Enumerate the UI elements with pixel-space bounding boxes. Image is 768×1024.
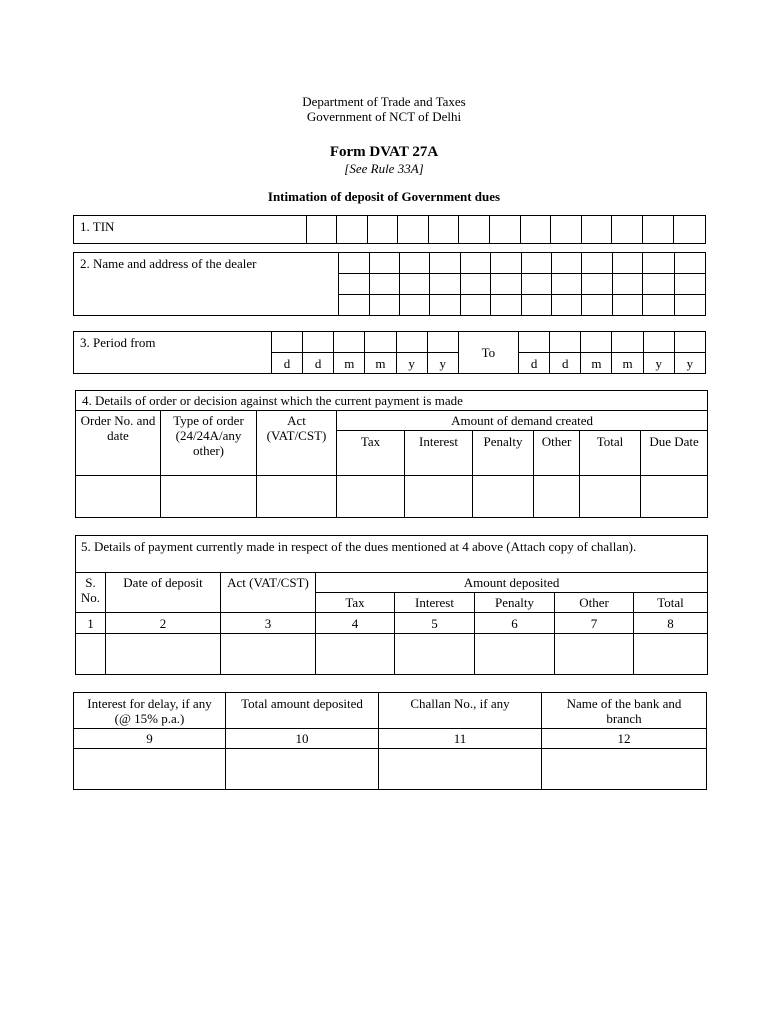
rule-reference: [See Rule 33A]: [344, 161, 424, 176]
date-format-letter: y: [396, 353, 427, 374]
dealer-char-cell[interactable]: [339, 274, 369, 295]
col-number: 6: [475, 613, 555, 634]
date-format-letter: y: [674, 353, 705, 374]
col-tax: Tax: [316, 593, 395, 613]
period-from-cell[interactable]: [334, 332, 365, 353]
date-format-letter: d: [271, 353, 302, 374]
entry-cell[interactable]: [161, 476, 257, 518]
tin-digit-cell[interactable]: [459, 216, 490, 244]
dealer-char-cell[interactable]: [369, 253, 399, 274]
entry-cell[interactable]: [379, 749, 542, 790]
dealer-char-cell[interactable]: [612, 295, 642, 316]
dealer-char-cell[interactable]: [521, 274, 551, 295]
col-challan-no: Challan No., if any: [379, 693, 542, 729]
period-to-cell[interactable]: [581, 332, 612, 353]
col-other: Other: [555, 593, 634, 613]
tin-digit-cell[interactable]: [581, 216, 612, 244]
dealer-char-cell[interactable]: [612, 253, 642, 274]
challan-table: [73, 692, 707, 790]
col-number: 9: [74, 729, 226, 749]
col-number: 8: [634, 613, 708, 634]
dealer-char-cell[interactable]: [460, 295, 490, 316]
dealer-name-table: [73, 252, 706, 316]
order-details-table: [75, 390, 708, 518]
dealer-char-cell[interactable]: [339, 295, 369, 316]
col-total-deposited: Total amount deposited: [226, 693, 379, 729]
dealer-char-cell[interactable]: [582, 253, 612, 274]
col-number: 7: [555, 613, 634, 634]
dealer-char-cell[interactable]: [399, 253, 429, 274]
dealer-name-label: 2. Name and address of the dealer: [74, 253, 339, 316]
dealer-char-cell[interactable]: [521, 295, 551, 316]
tin-digit-cell[interactable]: [489, 216, 520, 244]
col-number: 12: [542, 729, 707, 749]
dealer-char-cell[interactable]: [612, 274, 642, 295]
entry-cell[interactable]: [634, 634, 708, 675]
col-number: 3: [221, 613, 316, 634]
date-format-letter: m: [581, 353, 612, 374]
dealer-char-cell[interactable]: [491, 253, 521, 274]
tin-digit-cell[interactable]: [398, 216, 429, 244]
col-number: 2: [106, 613, 221, 634]
col-number: 10: [226, 729, 379, 749]
col-order-no: Order No. and date: [76, 411, 161, 476]
period-to-cell[interactable]: [550, 332, 581, 353]
col-tax: Tax: [337, 431, 405, 476]
period-to-cell[interactable]: [612, 332, 643, 353]
date-format-letter: m: [612, 353, 643, 374]
dealer-char-cell[interactable]: [460, 253, 490, 274]
entry-cell[interactable]: [475, 634, 555, 675]
col-amount-deposited: Amount deposited: [316, 573, 708, 593]
tin-digit-cell[interactable]: [551, 216, 582, 244]
dealer-char-cell[interactable]: [430, 253, 460, 274]
col-number: 5: [395, 613, 475, 634]
col-total: Total: [634, 593, 708, 613]
date-format-letter: d: [519, 353, 550, 374]
entry-cell[interactable]: [473, 476, 534, 518]
dealer-char-cell[interactable]: [582, 274, 612, 295]
dealer-char-cell[interactable]: [551, 274, 581, 295]
dealer-char-cell[interactable]: [521, 253, 551, 274]
form-subject: Intimation of deposit of Government dues: [267, 189, 501, 204]
section4-title: 4. Details of order or decision against which the current payment is made: [76, 391, 708, 411]
period-from-cell[interactable]: [396, 332, 427, 353]
dealer-char-cell[interactable]: [399, 295, 429, 316]
dealer-char-cell[interactable]: [491, 295, 521, 316]
period-from-cell[interactable]: [303, 332, 334, 353]
dealer-char-cell[interactable]: [643, 295, 674, 316]
col-interest: Interest: [405, 431, 473, 476]
dealer-char-cell[interactable]: [674, 274, 706, 295]
tin-digit-cell[interactable]: [306, 216, 337, 244]
entry-cell[interactable]: [106, 634, 221, 675]
entry-cell[interactable]: [534, 476, 580, 518]
form-title: Form DVAT 27A: [329, 144, 439, 160]
department-name: Department of Trade and Taxes: [302, 94, 466, 109]
period-table: [73, 331, 706, 374]
col-number: 11: [379, 729, 542, 749]
dealer-char-cell[interactable]: [674, 253, 706, 274]
col-bank-branch: Name of the bank and branch: [542, 693, 707, 729]
entry-cell[interactable]: [76, 634, 106, 675]
period-to-label: To: [458, 332, 518, 374]
dealer-char-cell[interactable]: [551, 295, 581, 316]
date-format-letter: y: [427, 353, 458, 374]
col-number: 4: [316, 613, 395, 634]
government-name: Government of NCT of Delhi: [306, 109, 462, 124]
period-from-cell[interactable]: [271, 332, 302, 353]
dealer-char-cell[interactable]: [430, 295, 460, 316]
entry-cell[interactable]: [542, 749, 707, 790]
dealer-char-cell[interactable]: [643, 274, 674, 295]
col-order-type: Type of order (24/24A/any other): [161, 411, 257, 476]
tin-digit-cell[interactable]: [674, 216, 706, 244]
entry-cell[interactable]: [257, 476, 337, 518]
col-total: Total: [580, 431, 641, 476]
dealer-char-cell[interactable]: [460, 274, 490, 295]
dealer-char-cell[interactable]: [399, 274, 429, 295]
period-to-cell[interactable]: [643, 332, 674, 353]
col-due-date: Due Date: [641, 431, 708, 476]
dealer-char-cell[interactable]: [551, 253, 581, 274]
entry-cell[interactable]: [395, 634, 475, 675]
date-format-letter: y: [643, 353, 674, 374]
date-format-letter: d: [550, 353, 581, 374]
entry-cell[interactable]: [74, 749, 226, 790]
period-from-label: 3. Period from: [74, 332, 272, 374]
dealer-char-cell[interactable]: [369, 274, 399, 295]
col-sno: S. No.: [76, 573, 106, 613]
date-format-letter: m: [365, 353, 396, 374]
tin-digit-cell[interactable]: [520, 216, 551, 244]
col-number: 1: [76, 613, 106, 634]
section5-title: 5. Details of payment currently made in respect of the dues mentioned at 4 above (Attach copy of challan).: [76, 536, 708, 573]
entry-cell[interactable]: [555, 634, 634, 675]
dealer-char-cell[interactable]: [339, 253, 369, 274]
col-amount-demand: Amount of demand created: [337, 411, 708, 431]
dealer-char-cell[interactable]: [643, 253, 674, 274]
period-from-cell[interactable]: [427, 332, 458, 353]
tin-label: 1. TIN: [74, 216, 307, 244]
dealer-char-cell[interactable]: [582, 295, 612, 316]
entry-cell[interactable]: [337, 476, 405, 518]
entry-cell[interactable]: [405, 476, 473, 518]
entry-cell[interactable]: [226, 749, 379, 790]
period-from-cell[interactable]: [365, 332, 396, 353]
period-to-cell[interactable]: [674, 332, 705, 353]
date-format-letter: m: [334, 353, 365, 374]
tin-digit-cell[interactable]: [642, 216, 674, 244]
col-date-deposit: Date of deposit: [106, 573, 221, 613]
col-penalty: Penalty: [473, 431, 534, 476]
tin-table: [73, 215, 706, 244]
entry-cell[interactable]: [76, 476, 161, 518]
entry-cell[interactable]: [641, 476, 708, 518]
tin-digit-cell[interactable]: [367, 216, 398, 244]
entry-cell[interactable]: [221, 634, 316, 675]
tin-digit-cell[interactable]: [337, 216, 368, 244]
col-other: Other: [534, 431, 580, 476]
col-penalty: Penalty: [475, 593, 555, 613]
col-act: Act (VAT/CST): [221, 573, 316, 613]
period-to-cell[interactable]: [519, 332, 550, 353]
payment-details-table: [75, 535, 708, 675]
col-act: Act (VAT/CST): [257, 411, 337, 476]
tin-digit-cell[interactable]: [428, 216, 459, 244]
dealer-char-cell[interactable]: [430, 274, 460, 295]
dealer-char-cell[interactable]: [369, 295, 399, 316]
entry-cell[interactable]: [580, 476, 641, 518]
col-interest: Interest: [395, 593, 475, 613]
dealer-char-cell[interactable]: [491, 274, 521, 295]
tin-digit-cell[interactable]: [612, 216, 643, 244]
date-format-letter: d: [303, 353, 334, 374]
col-interest-delay: Interest for delay, if any (@ 15% p.a.): [74, 693, 226, 729]
entry-cell[interactable]: [316, 634, 395, 675]
dealer-char-cell[interactable]: [674, 295, 706, 316]
